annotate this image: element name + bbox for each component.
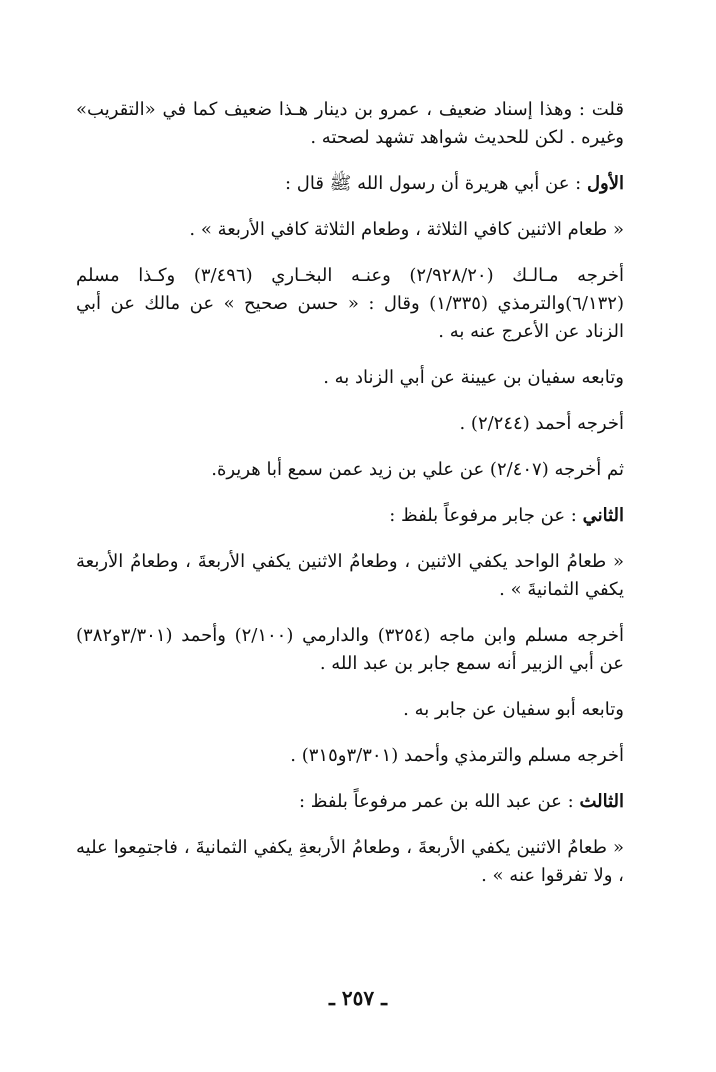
paragraph-10 [76, 622, 624, 678]
paragraph-text: قلت : وهذا إسناد ضعيف ، عمرو بن دينار هـذا ضعيف كما في «التقريب» وغيره . لكن للحديث شواهد تشهد لصحته . [76, 99, 624, 148]
section-label-second: الثاني [582, 505, 624, 526]
section-label-third: الثالث [579, 791, 624, 812]
paragraph-text: ثم أخرجه (٢/٤٠٧) عن علي بن زيد عمن سمع أبا هريرة. [211, 459, 624, 480]
paragraph-8 [76, 502, 624, 530]
paragraph-5 [76, 364, 624, 392]
paragraph-6 [76, 410, 624, 438]
paragraph-text: : عن أبي هريرة أن رسول الله ﷺ قال : [284, 173, 587, 194]
paragraph-3 [76, 216, 624, 244]
paragraph-9 [76, 548, 624, 604]
paragraph-text: أخرجه أحمد (٢/٢٤٤) . [459, 413, 624, 434]
paragraph-text: أخرجه مـالـك (٢/٩٢٨/٢٠) وعنـه البخـاري (٣/٤٩٦) وكـذا مسلم (٦/١٣٢)والترمذي (١/٣٣٥) وقال : « حسن صحيح » عن مالك عن أبي الزناد عن الأعرج عنه به . [76, 265, 624, 342]
paragraph-text: « طعامُ الاثنين يكفي الأربعةَ ، وطعامُ الأربعةِ يكفي الثمانيةَ ، فاجتمِعوا عليه ، ولا تفرقوا عنه » . [76, 837, 624, 886]
paragraph-13 [76, 788, 624, 816]
section-label-first: الأول [586, 173, 624, 194]
paragraph-text: وتابعه سفيان بن عيينة عن أبي الزناد به . [323, 367, 624, 388]
paragraph-text: : عن جابر مرفوعاً بلفظ : [389, 505, 583, 526]
paragraph-text: : عن عبد الله بن عمر مرفوعاً بلفظ : [299, 791, 580, 812]
page-body [76, 96, 624, 908]
paragraph-text: أخرجه مسلم والترمذي وأحمد (٣/٣٠١و٣١٥) . [290, 745, 624, 766]
paragraph-text: « طعام الاثنين كافي الثلاثة ، وطعام الثلاثة كافي الأربعة » . [189, 219, 624, 240]
paragraph-11 [76, 696, 624, 724]
page-number: ـ ٢٥٧ ـ [329, 986, 387, 1010]
paragraph-14 [76, 834, 624, 890]
paragraph-1 [76, 96, 624, 152]
paragraph-text: وتابعه أبو سفيان عن جابر به . [403, 699, 624, 720]
paragraph-text: أخرجه مسلم وابن ماجه (٣٢٥٤) والدارمي (٢/١٠٠) وأحمد (٣/٣٠١و٣٨٢) عن أبي الزبير أنه سمع جابر بن عبد الله . [76, 625, 624, 674]
paragraph-text: « طعامُ الواحد يكفي الاثنين ، وطعامُ الاثنين يكفي الأربعةَ ، وطعامُ الأربعة يكفي الثمانيةَ » . [76, 551, 624, 600]
paragraph-4 [76, 262, 624, 346]
paragraph-2 [76, 170, 624, 198]
paragraph-7 [76, 456, 624, 484]
paragraph-12 [76, 742, 624, 770]
